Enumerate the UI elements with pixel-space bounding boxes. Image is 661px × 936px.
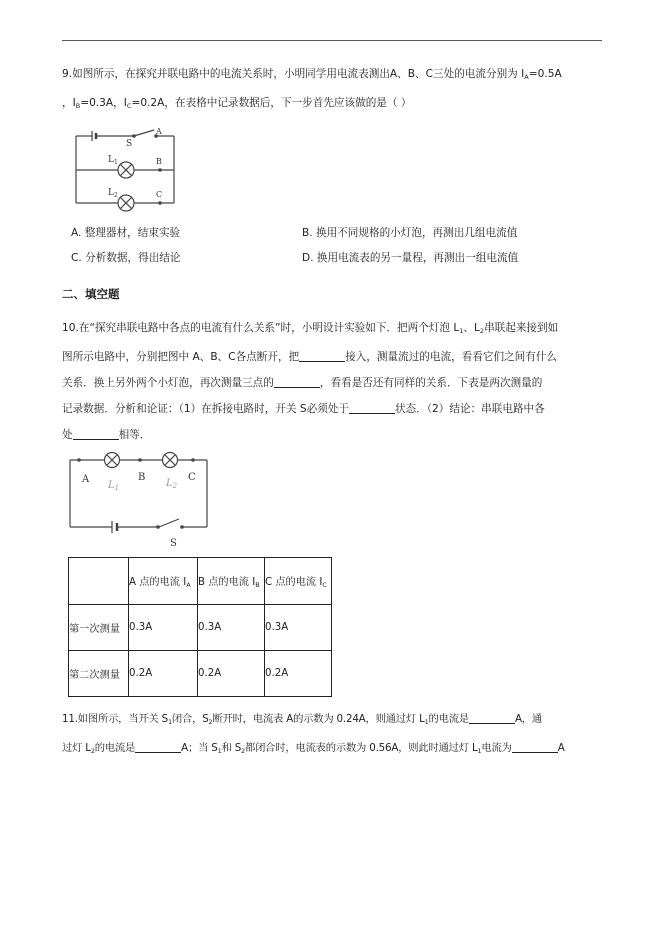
q9-point-a-label: A xyxy=(156,127,162,136)
q11-text: 的电流是 xyxy=(94,742,136,754)
q10-answer-blank[interactable] xyxy=(73,427,119,440)
q10-text: 关系．换上另外两个小灯泡，再次测量三点的 xyxy=(62,377,274,389)
q10-lamp2-label: $L_2$ xyxy=(166,478,178,490)
table-row-label: 第二次测量 xyxy=(69,651,129,697)
q11-text: 都闭合时，电流表的示数为 0.56A，则此时通过灯 L xyxy=(244,742,478,754)
q9-option-b[interactable]: B. 换用不同规格的小灯泡，再测出几组电流值 xyxy=(302,227,518,239)
q11-text: A；当 S xyxy=(181,742,218,754)
table-cell: 0.2A xyxy=(265,651,332,697)
q9-point-b-label: B xyxy=(156,157,162,166)
q11-text: A，通 xyxy=(514,713,542,725)
q10-text: 处 xyxy=(62,429,73,441)
q11-text: 闭合，S xyxy=(171,713,209,725)
q11-subscript: 1 xyxy=(217,747,222,755)
q9-line1-end: =0.5A xyxy=(528,68,562,80)
q10-series-circuit-diagram xyxy=(62,448,212,552)
q10-text: 接入，测量流过的电流，看看它们之间有什么 xyxy=(345,351,558,363)
q9-lamp2-label: $L_2$ xyxy=(108,188,118,199)
q11-answer-blank[interactable] xyxy=(469,711,515,724)
q10-answer-blank[interactable] xyxy=(274,375,320,388)
q9-option-a[interactable]: A. 整理器材，结束实验 xyxy=(71,227,181,239)
q10-subscript: 1 xyxy=(459,327,464,335)
q10-lamp1-label: $L_1$ xyxy=(108,480,120,492)
q9-subscript: A xyxy=(524,73,529,81)
table-row xyxy=(69,605,332,651)
q11-answer-blank[interactable] xyxy=(512,740,558,753)
q11-text: 过灯 L xyxy=(62,742,91,754)
q10-answer-blank[interactable] xyxy=(349,401,395,414)
q9-option-c[interactable]: C. 分析数据，得出结论 xyxy=(71,252,181,264)
q11-subscript: 1 xyxy=(424,718,429,726)
q9-subscript: C xyxy=(126,102,132,110)
q10-text: 记录数据．分析和论证：（1）在拆接电路时，开关 S必须处于 xyxy=(62,403,349,415)
q9-line2: =0.2A，在表格中记录数据后，下一步首先应该做的是（ ） xyxy=(131,97,412,109)
q11-subscript: 1 xyxy=(477,747,482,755)
q9-parallel-circuit-diagram xyxy=(62,124,192,216)
q11-text: A xyxy=(557,742,565,754)
table-header-cell: A 点的电流 $I_A$ xyxy=(129,558,198,605)
section-heading: 二、填空题 xyxy=(62,287,120,301)
q11-answer-blank[interactable] xyxy=(135,740,181,753)
table-cell: 0.2A xyxy=(129,651,198,697)
q11-text: 电流为 xyxy=(481,742,512,754)
table-header-cell: B 点的电流 $I_B$ xyxy=(198,558,265,605)
q10-data-table xyxy=(68,557,332,697)
table-cell: 0.3A xyxy=(129,605,198,651)
q10-text: ，看看是否还有同样的关系．下表是两次测量的 xyxy=(319,377,543,389)
question-9-text xyxy=(62,61,610,119)
q11-subscript: 1 xyxy=(167,718,172,726)
q10-text: 图所示电路中，分别把图中 A、B、C各点断开，把 xyxy=(62,351,300,363)
q9-lamp1-label: $L_1$ xyxy=(108,155,118,166)
q11-text: 的电流是 xyxy=(428,713,469,725)
q10-answer-blank[interactable] xyxy=(299,349,345,362)
q11-text: 11.如图所示，当开关 S xyxy=(62,713,168,725)
q10-text: 相等． xyxy=(118,429,151,441)
question-10-text xyxy=(62,315,610,448)
q10-text: 、L xyxy=(463,322,480,334)
table-cell: 0.3A xyxy=(265,605,332,651)
q11-subscript: 2 xyxy=(241,747,245,755)
table-corner-cell xyxy=(69,558,129,605)
table-cell: 0.3A xyxy=(198,605,265,651)
q10-text: 10.在“探究串联电路中各点的电流有什么关系”时，小明设计实验如下．把两个灯泡 L xyxy=(62,322,460,334)
table-cell: 0.2A xyxy=(198,651,265,697)
q9-option-d[interactable]: D. 换用电流表的另一量程，再测出一组电流值 xyxy=(302,252,519,264)
header-rule xyxy=(62,40,602,41)
q9-line2: ，I xyxy=(62,97,76,109)
q10-point-c-label: C xyxy=(188,472,196,483)
q9-line1: 9.如图所示，在探究并联电路中的电流关系时，小明同学用电流表测出A、B、C三处的电流分别为 I xyxy=(62,68,525,80)
q9-line2: =0.3A，I xyxy=(80,97,127,109)
q11-text: 和 S xyxy=(221,742,242,754)
q9-point-c-label: C xyxy=(156,190,163,199)
q10-switch-label: S xyxy=(170,538,177,549)
q10-subscript: 2 xyxy=(479,327,485,335)
q10-point-b-label: B xyxy=(138,472,146,483)
table-row-label: 第一次测量 xyxy=(69,605,129,651)
q11-subscript: 2 xyxy=(90,747,95,755)
table-row xyxy=(69,651,332,697)
q10-text: 状态．（2）结论：串联电路中各 xyxy=(394,403,545,415)
q9-switch-label: S xyxy=(126,139,133,149)
q9-subscript: B xyxy=(75,102,81,110)
q11-subscript: 2 xyxy=(208,718,213,726)
question-11-text xyxy=(62,706,622,764)
q10-point-a-label: A xyxy=(82,474,90,485)
table-header-cell: C 点的电流 $I_C$ xyxy=(265,558,332,605)
q10-text: 串联起来接到如 xyxy=(484,322,559,334)
table-header-row xyxy=(69,558,332,605)
q11-text: 断开时，电流表 A的示数为 0.24A，则通过灯 L xyxy=(212,713,425,725)
